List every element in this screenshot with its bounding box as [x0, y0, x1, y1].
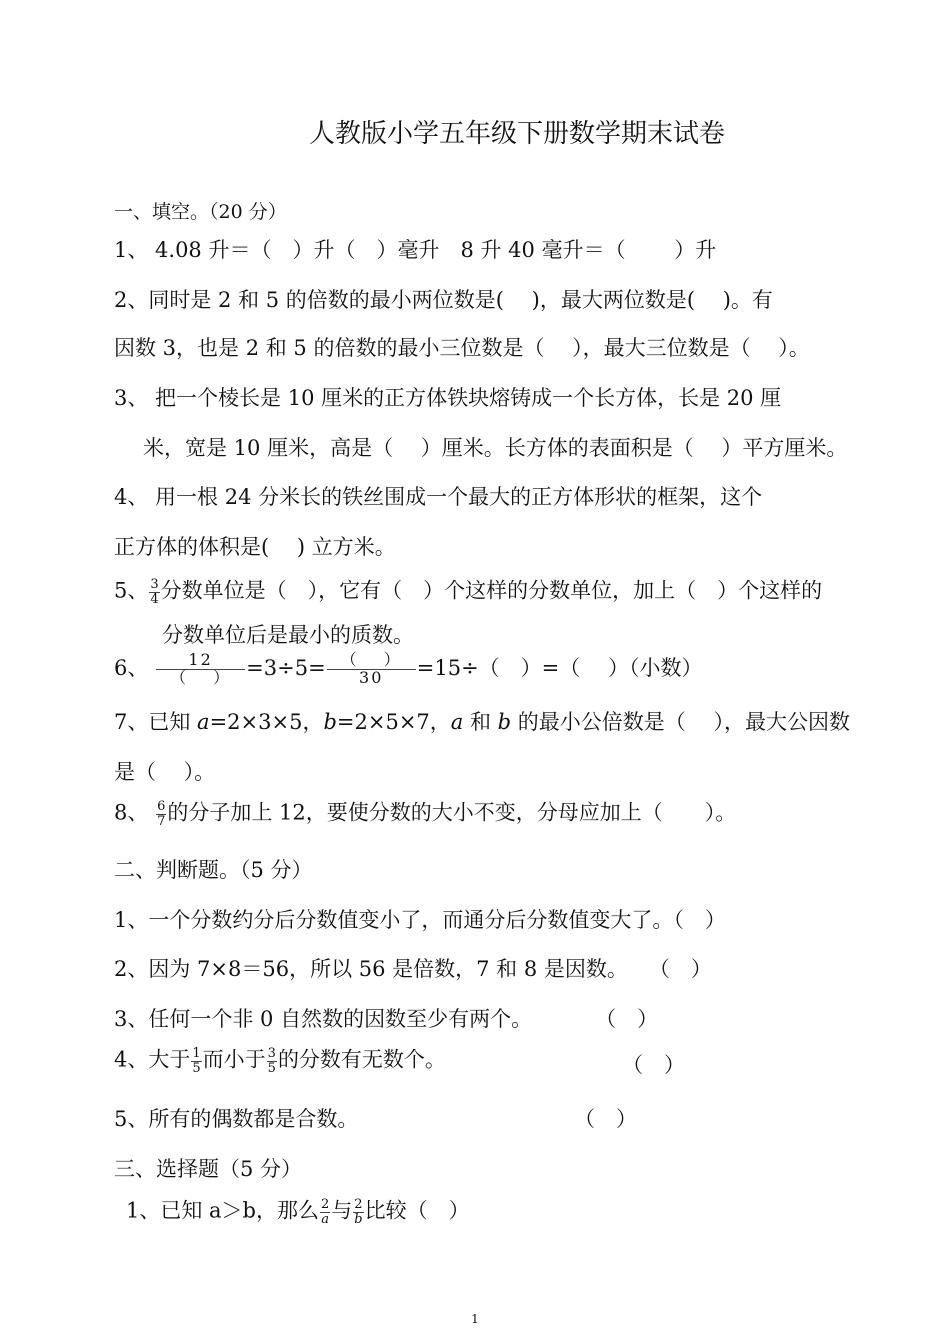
question-3-1 — [126, 1198, 470, 1226]
q3-1-f1-den: a — [321, 1211, 330, 1227]
q3-1-f2-den: b — [354, 1211, 363, 1227]
q6-frac2-den: 30 — [359, 667, 384, 687]
q8-text: 的分子加上 12，要使分数的大小不变，分母应加上（ ）。 — [167, 800, 737, 825]
question-1-2-line2: 因数 3，也是 2 和 5 的倍数的最小三位数是（ ），最大三位数是（ ）。 — [114, 336, 810, 360]
q7-text-5: 的最小公倍数是（ ），最大公因数 — [511, 710, 850, 734]
question-2-4-paren: （ ） — [622, 1053, 685, 1077]
q7-text-3: =2×5×7， — [336, 710, 451, 734]
question-1-8 — [114, 800, 736, 828]
q2-4-f2-den: 5 — [267, 1060, 276, 1076]
question-1-6 — [114, 652, 702, 687]
section1-heading: 一、填空。（20 分） — [114, 201, 287, 223]
q7-text-2: =2×3×5， — [209, 710, 324, 734]
q7-text-1: 7、已知 — [114, 710, 198, 734]
q7-var-a: a — [197, 710, 210, 734]
question-1-4-line1: 4、 用一根 24 分米长的铁丝围成一个最大的正方体形状的框架，这个 — [114, 485, 763, 509]
q7-var-b2: b — [497, 710, 512, 734]
question-2-3: 3、任何一个非 0 自然数的因数至少有两个。 （ ） — [114, 1007, 659, 1031]
page-number: 1 — [471, 1312, 479, 1326]
q6-prefix: 6、 — [114, 655, 149, 680]
q3-1-text-1: 1、已知 a＞b，那么 — [126, 1198, 319, 1223]
section2-heading: 二、判断题。（5 分） — [114, 858, 313, 882]
q6-suffix: =15÷（ ）=（ ）（小数） — [416, 655, 703, 680]
question-1-7 — [114, 712, 850, 733]
q2-4-f1-num: 1 — [192, 1046, 201, 1061]
q6-mid: =3÷5= — [246, 655, 326, 680]
question-1-3-line2: 米，宽是 10 厘米，高是（ ）厘米。长方体的表面积是（ ）平方厘米。 — [143, 436, 848, 460]
question-2-2: 2、因为 7×8＝56，所以 56 是倍数，7 和 8 是因数。 （ ） — [114, 957, 712, 981]
q3-1-f2-num: 2 — [354, 1197, 363, 1212]
q3-1-f1-num: 2 — [321, 1197, 330, 1212]
q7-var-a2: a — [450, 710, 464, 734]
q2-4-text-1: 4、大于 — [114, 1047, 191, 1072]
question-1-2-line1: 2、同时是 2 和 5 的倍数的最小两位数是( )，最大两位数是( )。有 — [114, 288, 773, 312]
q5-prefix: 5、 — [114, 578, 149, 603]
question-2-5-paren: （ ） — [574, 1107, 637, 1131]
q3-1-fraction-1 — [320, 1198, 330, 1226]
question-2-5: 5、所有的偶数都是合数。 — [114, 1107, 359, 1131]
page-title: 人教版小学五年级下册数学期末试卷 — [308, 119, 725, 149]
q5-frac-num: 3 — [150, 577, 159, 592]
question-1-5-line2: 分数单位后是最小的质数。 — [162, 623, 414, 647]
q2-4-fraction-2 — [267, 1047, 277, 1075]
q6-frac1-den: （ ） — [170, 667, 232, 687]
q7-text-4: 和 — [463, 710, 498, 734]
q5-fraction — [149, 578, 159, 606]
question-1-5 — [114, 578, 822, 606]
question-1-1: 1、 4.08 升＝（ ）升（ ）毫升 8 升 40 毫升＝（ ）升 — [114, 238, 717, 262]
q6-frac1-num: 12 — [156, 652, 245, 670]
q3-1-fraction-2 — [353, 1198, 363, 1226]
q8-fraction — [156, 800, 166, 828]
q2-4-f1-den: 5 — [192, 1060, 201, 1076]
section3-heading: 三、选择题（5 分） — [114, 1157, 303, 1181]
question-2-1: 1、一个分数约分后分数值变小了，而通分后分数值变大了。（ ） — [114, 908, 726, 932]
q5-frac-den: 4 — [150, 591, 159, 607]
q8-frac-den: 7 — [157, 813, 166, 829]
q3-1-text-2: 与 — [331, 1198, 353, 1223]
q8-frac-num: 6 — [157, 799, 166, 814]
question-2-4 — [114, 1047, 446, 1075]
question-1-7-line2: 是（ ）。 — [114, 760, 216, 784]
q2-4-text-2: 而小于 — [202, 1047, 266, 1072]
q3-1-text-3: 比较（ ） — [364, 1198, 470, 1223]
q6-frac2-num: （ ） — [327, 652, 416, 670]
q2-4-fraction-1 — [191, 1047, 201, 1075]
question-1-3-line1: 3、 把一个棱长是 10 厘米的正方体铁块熔铸成一个长方体，长是 20 厘 — [114, 386, 782, 410]
question-1-4-line2: 正方体的体积是( ) 立方米。 — [114, 535, 396, 559]
q2-4-f2-num: 3 — [267, 1046, 276, 1061]
q7-var-b: b — [323, 710, 337, 734]
q6-fraction-1 — [156, 652, 245, 687]
q2-4-text-3: 的分数有无数个。 — [277, 1047, 446, 1072]
q6-fraction-2 — [327, 652, 416, 687]
q8-prefix: 8、 — [114, 800, 149, 825]
q5-text: 分数单位是（ ），它有（ ）个这样的分数单位，加上（ ）个这样的 — [160, 578, 823, 603]
